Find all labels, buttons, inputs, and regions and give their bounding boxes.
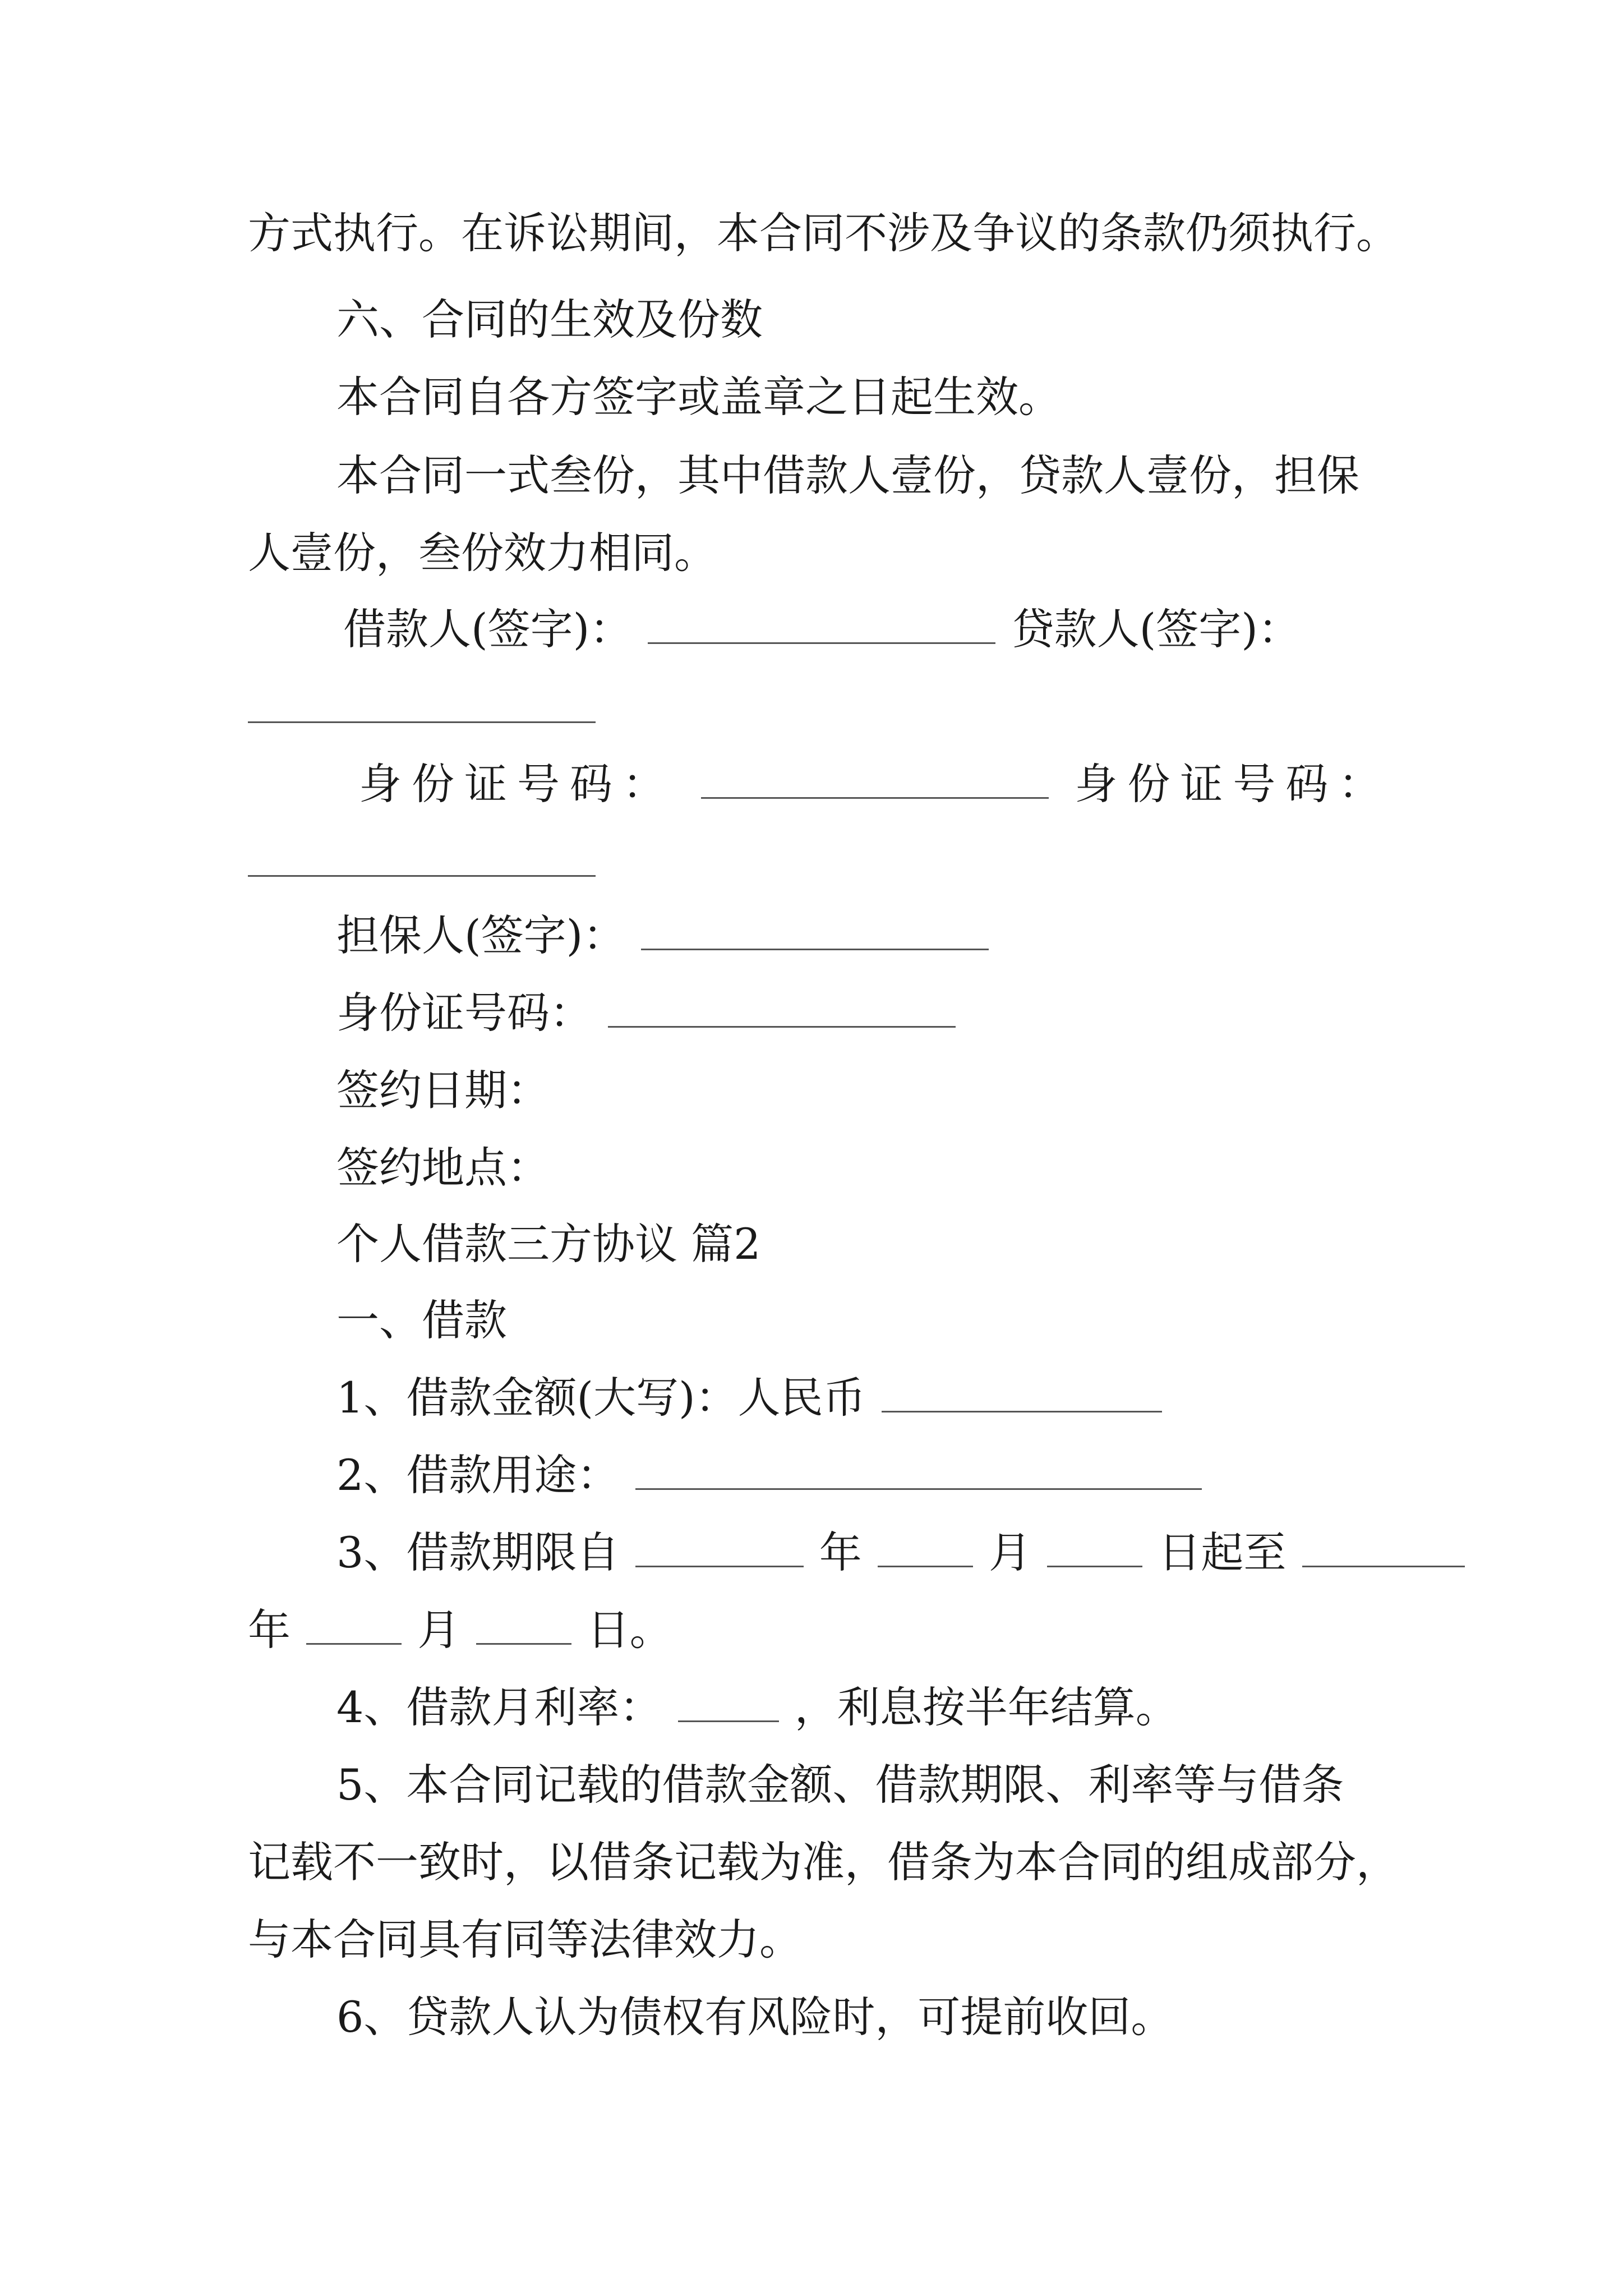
borrower-id-blank[interactable] — [701, 762, 1049, 799]
start-year-blank[interactable] — [635, 1531, 804, 1567]
year-label: 年 — [248, 1605, 291, 1655]
loan-term-label: 3、借款期限自 — [336, 1527, 620, 1577]
lender-id-label: 身份证号码： — [1075, 759, 1391, 809]
guarantor-signature-label: 担保人(签字)： — [336, 910, 626, 960]
loan-amount-blank[interactable] — [882, 1376, 1162, 1412]
interest-rate-label: 4、借款月利率： — [336, 1682, 662, 1732]
guarantor-id-label: 身份证号码： — [336, 988, 592, 1038]
heading-text: 个人借款三方协议 篇2 — [336, 1219, 761, 1269]
loan-amount-row — [336, 1371, 1164, 1425]
text-line: 与本合同具有同等法律效力。 — [248, 1915, 802, 1964]
start-day-blank[interactable] — [1047, 1531, 1142, 1567]
month-label: 月 — [989, 1527, 1032, 1577]
month-label: 月 — [417, 1605, 460, 1655]
section-heading — [336, 1294, 507, 1347]
loan-purpose-row — [336, 1448, 1204, 1502]
paragraph-line — [248, 526, 717, 580]
loan-term-end-row — [248, 1603, 672, 1657]
paragraph-line — [248, 206, 1399, 260]
guarantor-id-row — [336, 986, 958, 1040]
interest-rate-blank[interactable] — [678, 1686, 779, 1722]
day-label: 日。 — [587, 1605, 672, 1655]
guarantor-signature-blank[interactable] — [641, 914, 989, 950]
signature-row — [343, 602, 1301, 656]
paragraph-line — [336, 449, 1359, 503]
paragraph-line — [336, 1990, 1173, 2044]
loan-purpose-label: 2、借款用途： — [336, 1450, 620, 1500]
text-line: 本合同一式叁份，其中借款人壹份，贷款人壹份，担保 — [336, 450, 1359, 500]
borrower-id-label: 身份证号码： — [359, 759, 675, 809]
heading-text: 一、借款 — [336, 1295, 507, 1345]
borrower-signature-blank[interactable] — [648, 608, 995, 644]
signing-place-row — [336, 1141, 550, 1195]
lender-signature-blank[interactable] — [248, 721, 596, 723]
text-line: 人壹份，叁份效力相同。 — [248, 528, 717, 578]
end-day-blank[interactable] — [476, 1608, 571, 1645]
loan-purpose-blank[interactable] — [635, 1453, 1202, 1490]
article-heading — [336, 1217, 761, 1271]
year-label: 年 — [819, 1527, 862, 1577]
signing-place-label: 签约地点： — [336, 1143, 550, 1193]
paragraph-line — [336, 1758, 1344, 1812]
text-line: 5、本合同记载的借款金额、借款期限、利率等与借条 — [336, 1760, 1344, 1810]
text-line: 6、贷款人认为债权有风险时，可提前收回。 — [336, 1992, 1174, 2042]
paragraph-line — [248, 1835, 1399, 1889]
signing-date-row — [336, 1064, 550, 1117]
interest-settlement-text: ，利息按半年结算。 — [794, 1682, 1178, 1732]
guarantor-id-blank[interactable] — [608, 991, 956, 1028]
signing-date-label: 签约日期： — [336, 1065, 550, 1115]
borrower-signature-label: 借款人(签字)： — [343, 604, 633, 654]
interest-rate-row — [336, 1681, 1178, 1734]
text-line: 本合同自各方签字或盖章之日起生效。 — [336, 372, 1061, 422]
section-heading — [336, 293, 763, 347]
end-month-blank[interactable] — [306, 1608, 402, 1645]
loan-term-row — [336, 1526, 1467, 1580]
start-month-blank[interactable] — [878, 1531, 973, 1567]
paragraph-line — [248, 1913, 802, 1967]
paragraph-line — [336, 370, 1061, 424]
loan-amount-label: 1、借款金额(大写)：人民币 — [336, 1373, 866, 1423]
lender-signature-label: 贷款人(签字)： — [1011, 604, 1301, 654]
heading-text: 六、合同的生效及份数 — [336, 295, 763, 344]
day-to-label: 日起至 — [1158, 1527, 1287, 1577]
text-line: 方式执行。在诉讼期间，本合同不涉及争议的条款仍须执行。 — [248, 208, 1399, 258]
id-number-row — [359, 757, 1391, 811]
lender-id-blank[interactable] — [248, 875, 596, 877]
end-year-blank[interactable] — [1302, 1531, 1465, 1567]
text-line: 记载不一致时，以借条记载为准，借条为本合同的组成部分， — [248, 1837, 1399, 1887]
guarantor-signature-row — [336, 909, 991, 963]
